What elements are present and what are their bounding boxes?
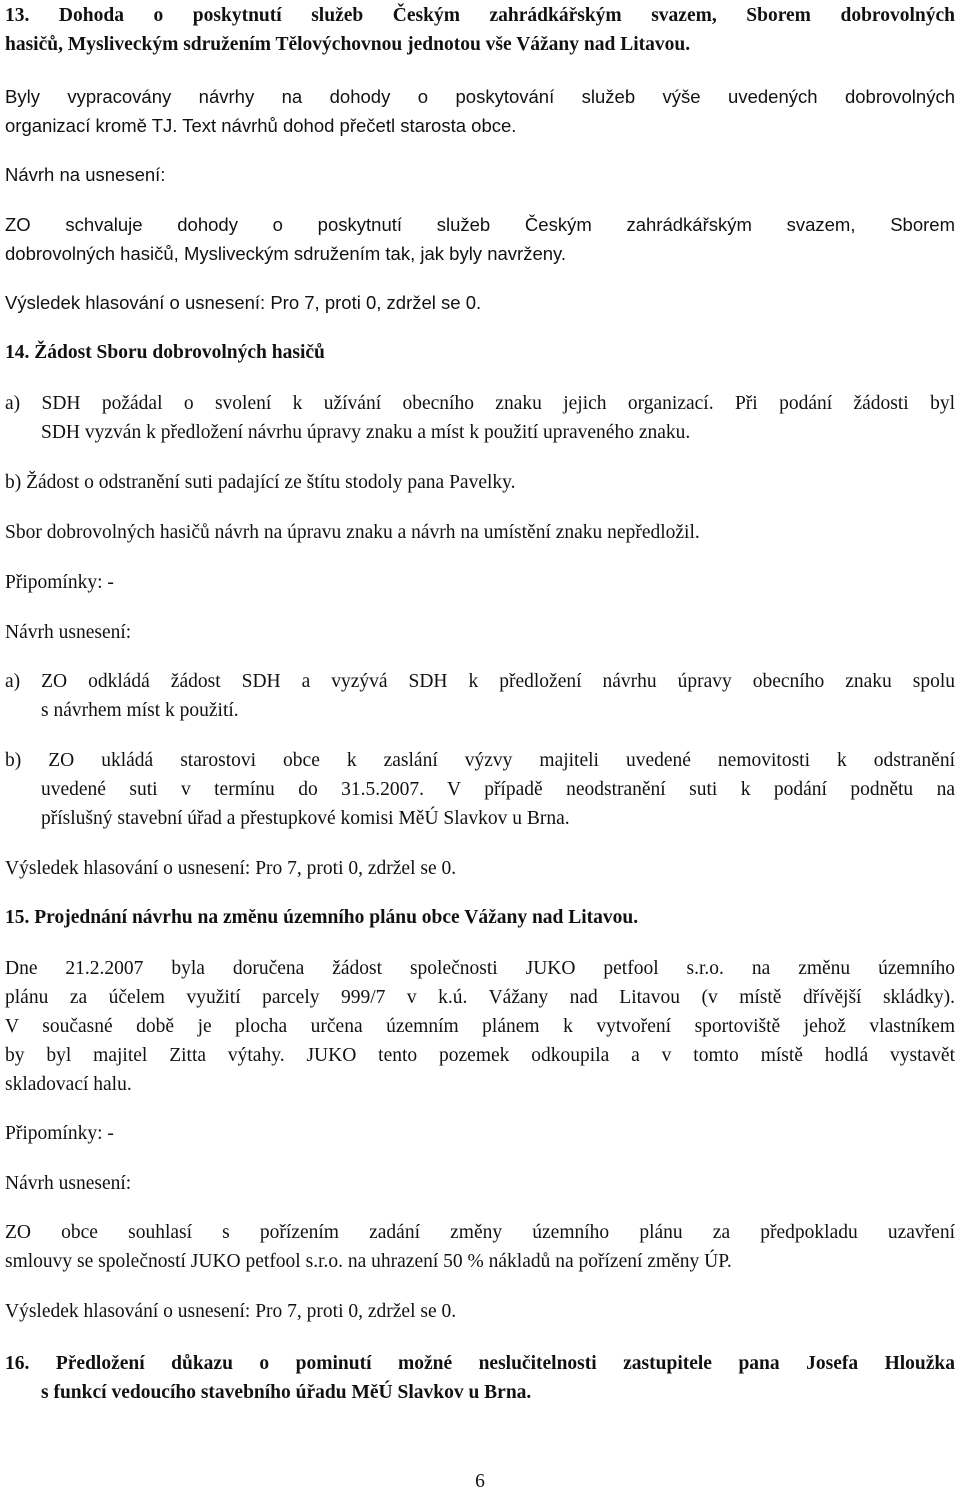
section-14-resolution-a: a) ZO odkládá žádost SDH a vyzývá SDH k předložení návrhu úpravy obecního znaku spolu xyxy=(5,671,955,692)
section-14-item-a: a) SDH požádal o svolení k užívání obecního znaku jejich organizací. Při podání žádosti byl xyxy=(5,393,955,414)
section-15-resolution-cont: smlouvy se společností JUKO petfool s.r.o. na uhrazení 50 % nákladů na pořízení změny ÚP. xyxy=(5,1251,732,1272)
section-13-vote-result: Výsledek hlasování o usnesení: Pro 7, proti 0, zdržel se 0. xyxy=(5,292,482,313)
section-14-vote-result: Výsledek hlasování o usnesení: Pro 7, proti 0, zdržel se 0. xyxy=(5,858,457,879)
section-14-heading: 14. Žádost Sboru dobrovolných hasičů xyxy=(5,342,325,363)
section-13-paragraph-cont: organizací kromě TJ. Text návrhů dohod přečetl starosta obce. xyxy=(5,115,517,136)
section-14-resolution-b: b) ZO ukládá starostovi obce k zaslání výzvy majiteli uvedené nemovitosti k odstranění xyxy=(5,750,955,771)
section-13-paragraph: Byly vypracovány návrhy na dohody o poskytování služeb výše uvedených dobrovolných xyxy=(5,86,955,107)
section-16-heading-cont: s funkcí vedoucího stavebního úřadu MěÚ Slavkov u Brna. xyxy=(41,1382,532,1403)
section-13-heading-cont: hasičů, Mysliveckým sdružením Tělovýchovnou jednotou vše Vážany nad Litavou. xyxy=(5,34,691,55)
section-15-vote-result: Výsledek hlasování o usnesení: Pro 7, proti 0, zdržel se 0. xyxy=(5,1301,457,1322)
section-14-proposal-label: Návrh usnesení: xyxy=(5,622,132,643)
section-15-paragraph-cont3: by byl majitel Zitta výtahy. JUKO tento pozemek odkoupila a v tomto místě hodlá vystavět xyxy=(5,1045,955,1066)
section-13-resolution-cont: dobrovolných hasičů, Mysliveckým sdružením tak, jak byly navrženy. xyxy=(5,243,567,264)
section-14-comments: Připomínky: - xyxy=(5,572,114,593)
section-16-heading: 16. Předložení důkazu o pominutí možné neslučitelnosti zastupitele pana Josefa Hloužka xyxy=(5,1353,955,1374)
section-15-paragraph-cont: plánu za účelem využití parcely 999/7 v k.ú. Vážany nad Litavou (v místě dřívější skládky). xyxy=(5,987,955,1008)
section-15-paragraph-cont4: skladovací halu. xyxy=(5,1074,132,1095)
section-13-resolution: ZO schvaluje dohody o poskytnutí služeb Českým zahrádkářským svazem, Sborem xyxy=(5,214,955,235)
section-14-note: Sbor dobrovolných hasičů návrh na úpravu znaku a návrh na umístění znaku nepředložil. xyxy=(5,522,700,543)
section-13-heading: 13. Dohoda o poskytnutí služeb Českým zahrádkářským svazem, Sborem dobrovolných xyxy=(5,5,955,26)
section-13-proposal-label: Návrh na usnesení: xyxy=(5,164,166,185)
section-15-paragraph: Dne 21.2.2007 byla doručena žádost společnosti JUKO petfool s.r.o. na změnu územního xyxy=(5,958,955,979)
section-15-comments: Připomínky: - xyxy=(5,1123,114,1144)
section-15-resolution: ZO obce souhlasí s pořízením zadání změny územního plánu za předpokladu uzavření xyxy=(5,1222,955,1243)
section-14-resolution-a-cont: s návrhem míst k použití. xyxy=(41,700,239,721)
section-14-item-a-cont: SDH vyzván k předložení návrhu úpravy znaku a míst k použití upraveného znaku. xyxy=(41,422,691,443)
section-14-item-b: b) Žádost o odstranění suti padající ze štítu stodoly pana Pavelky. xyxy=(5,472,516,493)
section-15-heading: 15. Projednání návrhu na změnu územního plánu obce Vážany nad Litavou. xyxy=(5,907,639,928)
section-15-proposal-label: Návrh usnesení: xyxy=(5,1173,132,1194)
page-number: 6 xyxy=(475,1471,485,1492)
section-14-resolution-b-cont2: příslušný stavební úřad a přestupkové komisi MěÚ Slavkov u Brna. xyxy=(41,808,570,829)
section-15-paragraph-cont2: V současné době je plocha určena územním plánem k vytvoření sportoviště jehož vlastníkem xyxy=(5,1016,955,1037)
section-14-resolution-b-cont: uvedené suti v termínu do 31.5.2007. V případě neodstranění suti k podání podnětu na xyxy=(41,779,955,800)
